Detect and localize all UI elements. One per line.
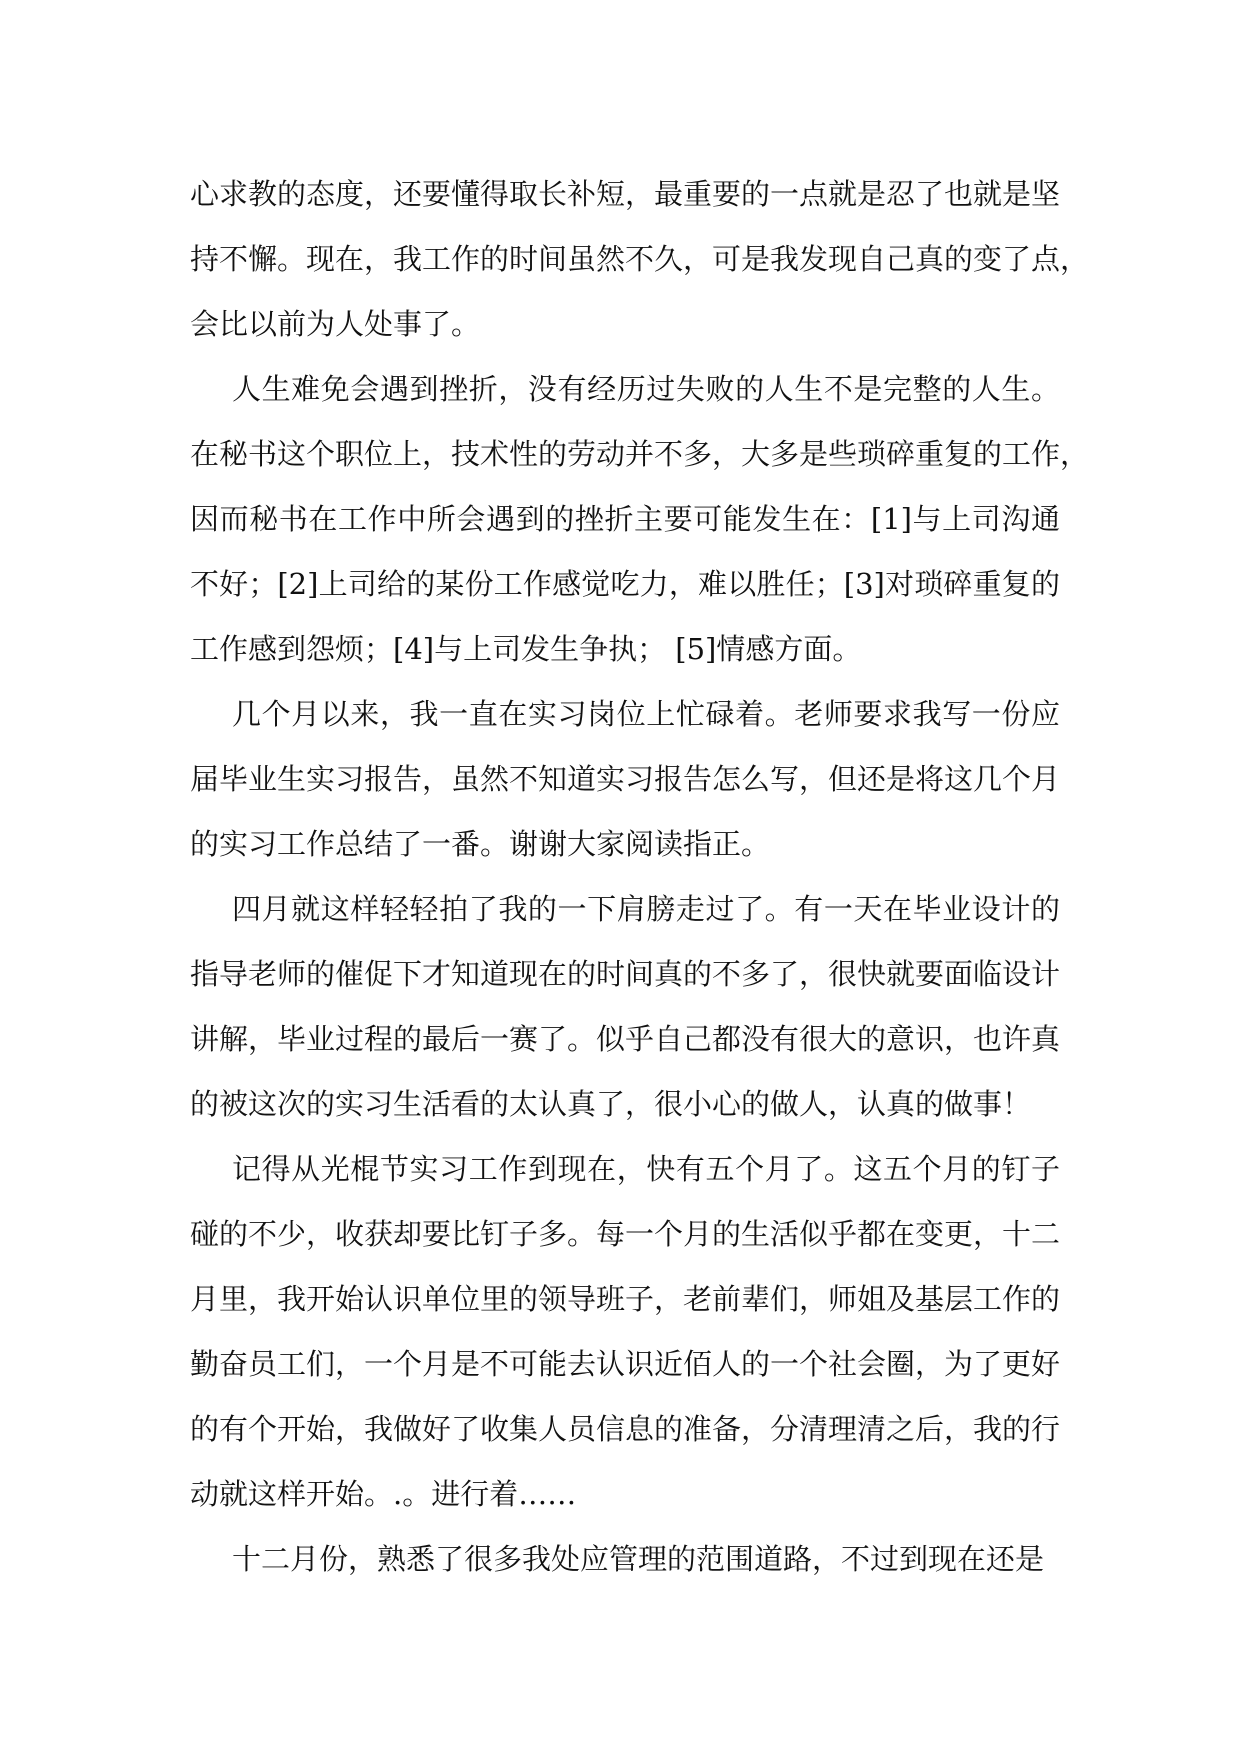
text-line: 在秘书这个职位上，技术性的劳动并不多，大多是些琐碎重复的工作， bbox=[190, 437, 1090, 471]
text-line: 记得从光棍节实习工作到现在，快有五个月了。这五个月的钉子 bbox=[232, 1152, 1060, 1186]
text-line: 四月就这样轻轻拍了我的一下肩膀走过了。有一天在毕业设计的 bbox=[232, 892, 1060, 926]
paragraph bbox=[190, 162, 1090, 357]
document-body bbox=[190, 162, 1090, 1592]
text-line: 碰的不少，收获却要比钉子多。每一个月的生活似乎都在变更，十二 bbox=[190, 1217, 1061, 1251]
text-line: 指导老师的催促下才知道现在的时间真的不多了，很快就要面临设计 bbox=[190, 957, 1061, 991]
paragraph bbox=[190, 1527, 1060, 1592]
paragraph bbox=[190, 877, 1060, 1137]
text-line: 几个月以来，我一直在实习岗位上忙碌着。老师要求我写一份应 bbox=[232, 697, 1060, 731]
text-line: 不好；[2]上司给的某份工作感觉吃力，难以胜任；[3]对琐碎重复的 bbox=[190, 567, 1060, 601]
text-line: 工作感到怨烦；[4]与上司发生争执； [5]情感方面。 bbox=[190, 632, 862, 666]
text-line: 届毕业生实习报告，虽然不知道实习报告怎么写，但还是将这几个月 bbox=[190, 762, 1061, 796]
text-line: 讲解，毕业过程的最后一赛了。似乎自己都没有很大的意识，也许真 bbox=[190, 1022, 1061, 1056]
text-line: 人生难免会遇到挫折，没有经历过失败的人生不是完整的人生。 bbox=[232, 372, 1060, 406]
text-line: 动就这样开始。.。进行着…… bbox=[190, 1477, 577, 1511]
text-line: 勤奋员工们，一个月是不可能去认识近佰人的一个社会圈，为了更好 bbox=[190, 1347, 1061, 1381]
text-line: 的被这次的实习生活看的太认真了，很小心的做人，认真的做事！ bbox=[190, 1087, 1032, 1121]
text-line: 的有个开始，我做好了收集人员信息的准备，分清理清之后，我的行 bbox=[190, 1412, 1061, 1446]
text-line: 十二月份，熟悉了很多我处应管理的范围道路，不过到现在还是 bbox=[232, 1542, 1045, 1576]
text-line: 的实习工作总结了一番。谢谢大家阅读指正。 bbox=[190, 827, 771, 861]
text-line: 因而秘书在工作中所会遇到的挫折主要可能发生在：[1]与上司沟通 bbox=[190, 502, 1060, 536]
paragraph bbox=[190, 682, 1060, 877]
paragraph bbox=[190, 357, 1090, 682]
text-line: 会比以前为人处事了。 bbox=[190, 307, 481, 341]
text-line: 心求教的态度，还要懂得取长补短，最重要的一点就是忍了也就是坚 bbox=[190, 177, 1061, 211]
text-line: 月里，我开始认识单位里的领导班子，老前辈们，师姐及基层工作的 bbox=[190, 1282, 1061, 1316]
paragraph bbox=[190, 1137, 1060, 1527]
text-line: 持不懈。现在，我工作的时间虽然不久，可是我发现自己真的变了点， bbox=[190, 242, 1090, 276]
